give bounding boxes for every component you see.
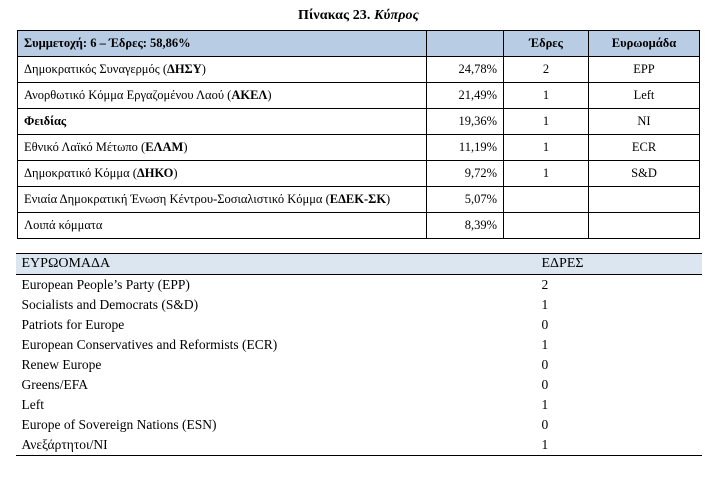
group-name: Greens/EFA [16,375,542,395]
group-name: Renew Europe [16,355,542,375]
group-seats: 0 [542,375,702,395]
party-percent: 11,19% [427,135,504,161]
party-name [18,161,427,187]
party-name-plain: Ανορθωτικό Κόμμα Εργαζομένου Λαού ( [24,88,232,102]
party-name-plain: Ενιαία Δημοκρατική Ένωση Κέντρου-Σοσιαλιστικό Κόμμα ( [24,192,330,206]
party-group: EPP [589,57,700,83]
group-name: European People’s Party (EPP) [16,275,542,296]
party-name [18,135,427,161]
table-row [18,109,700,135]
group-name: Ανεξάρτητοι/NI [16,435,542,456]
party-percent: 24,78% [427,57,504,83]
group-seats: 1 [542,395,702,415]
party-name-abbr: Φειδίας [24,114,67,128]
party-group [589,213,700,239]
party-group: NI [589,109,700,135]
party-seats: 1 [504,135,589,161]
group-name: Left [16,395,542,415]
table-row [18,213,700,239]
party-name [18,83,427,109]
header-summary: Συμμετοχή: 6 – Έδρες: 58,86% [18,31,427,57]
party-percent: 9,72% [427,161,504,187]
party-name-tail: ) [386,192,391,206]
party-name-tail: ) [201,62,206,76]
party-name-plain: Δημοκρατικό Κόμμα ( [24,166,137,180]
group-seats: 0 [542,415,702,435]
title-country: Κύπρος [374,8,419,23]
party-name-abbr: ΕΛΑΜ [145,140,184,154]
list-item [16,395,702,415]
party-group: Left [589,83,700,109]
table-row [18,187,700,213]
header-percent [427,31,504,57]
table-row [18,135,700,161]
group-seats: 1 [542,435,702,456]
party-seats: 1 [504,109,589,135]
groups-header-row [16,254,702,275]
party-name [18,213,427,239]
party-name-abbr: ΑΚΕΛ [231,88,268,102]
header-group: Ευρωομάδα [589,31,700,57]
page-title [0,8,717,24]
group-name: Europe of Sovereign Nations (ESN) [16,415,542,435]
group-name: European Conservatives and Reformists (ECR) [16,335,542,355]
groups-header-name: ΕΥΡΩΟΜΑΔΑ [16,254,542,275]
party-group: ECR [589,135,700,161]
party-name-abbr: ΔΗΣΥ [167,62,202,76]
list-item [16,435,702,456]
party-seats [504,213,589,239]
party-seats [504,187,589,213]
party-name [18,57,427,83]
group-name: Socialists and Democrats (S&D) [16,295,542,315]
party-seats: 2 [504,57,589,83]
list-item [16,335,702,355]
groups-table-body [16,275,702,456]
party-group: S&D [589,161,700,187]
cyprus-results-table [17,30,700,239]
party-name-tail: ) [183,140,188,154]
list-item [16,295,702,315]
group-seats: 0 [542,315,702,335]
party-name [18,187,427,213]
party-name-abbr: ΕΔΕΚ-ΣΚ [329,192,387,206]
list-item [16,415,702,435]
party-name-plain: Εθνικό Λαϊκό Μέτωπο ( [24,140,146,154]
party-percent: 5,07% [427,187,504,213]
list-item [16,275,702,296]
group-name: Patriots for Europe [16,315,542,335]
group-seats: 1 [542,295,702,315]
party-group [589,187,700,213]
document-page [0,8,717,490]
eu-groups-table [16,253,702,456]
party-name [18,109,427,135]
main-table-header-row [18,31,700,57]
party-name-tail: ) [173,166,178,180]
party-percent: 8,39% [427,213,504,239]
list-item [16,355,702,375]
party-name-plain: Λοιπά κόμματα [24,218,103,232]
party-name-tail: ) [267,88,272,102]
groups-table-head [16,254,702,275]
party-percent: 19,36% [427,109,504,135]
header-seats: Έδρες [504,31,589,57]
party-name-plain: Δημοκρατικός Συναγερμός ( [24,62,167,76]
title-prefix: Πίνακας 23. [298,8,371,23]
table-row [18,83,700,109]
party-name-abbr: ΔΗΚΟ [136,166,174,180]
group-seats: 2 [542,275,702,296]
group-seats: 1 [542,335,702,355]
list-item [16,375,702,395]
list-item [16,315,702,335]
party-seats: 1 [504,83,589,109]
party-percent: 21,49% [427,83,504,109]
main-table-body [18,31,700,239]
group-seats: 0 [542,355,702,375]
party-seats: 1 [504,161,589,187]
table-row [18,57,700,83]
groups-header-seats: ΕΔΡΕΣ [542,254,702,275]
table-row [18,161,700,187]
